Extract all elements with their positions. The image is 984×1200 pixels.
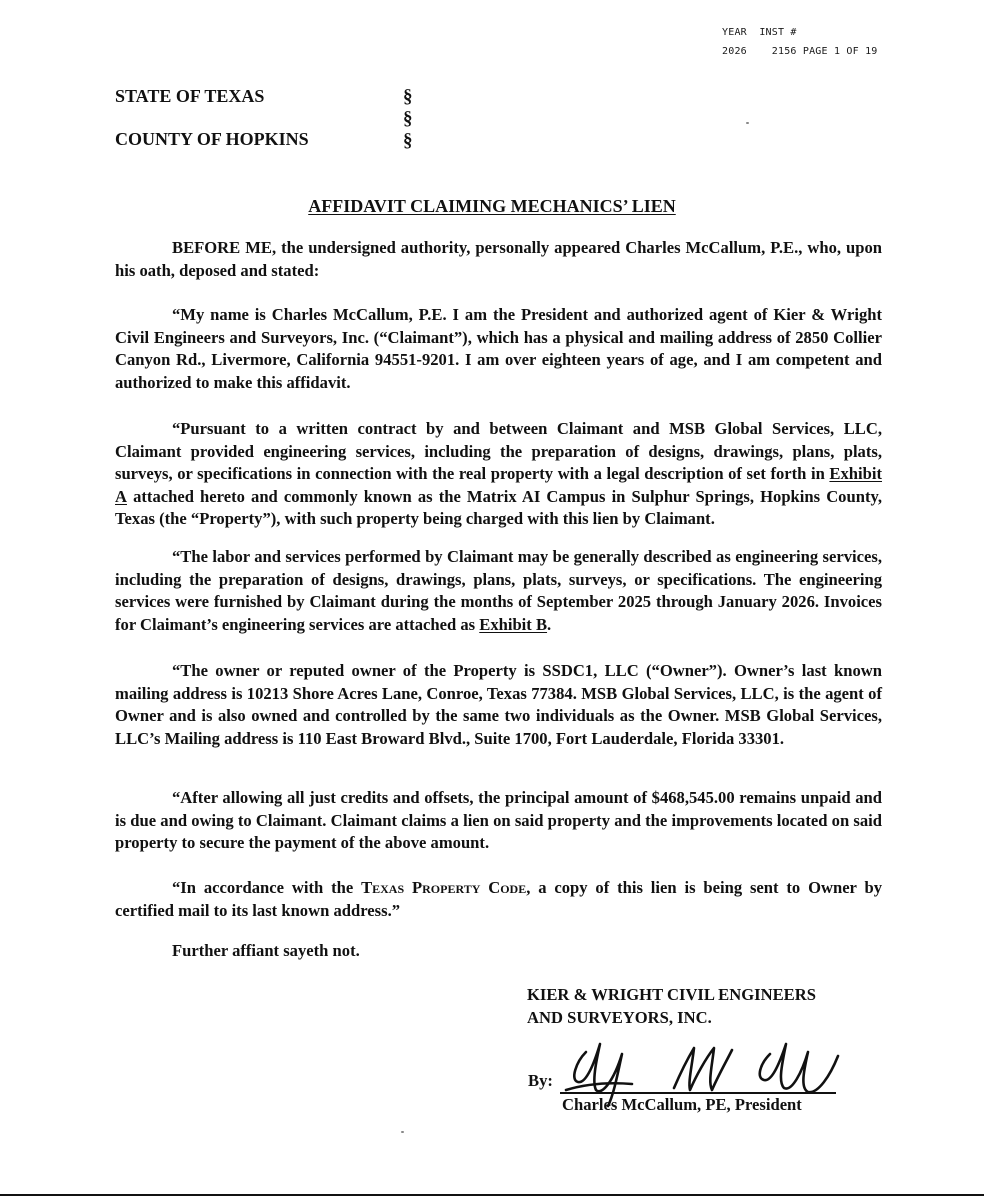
company-name-line1: KIER & WRIGHT CIVIL ENGINEERS — [527, 985, 816, 1004]
scan-speck — [401, 1131, 404, 1133]
paragraph-services-end: . — [547, 614, 552, 634]
paragraph-notice-text-a: “In accordance with the — [172, 878, 354, 897]
document-title: AFFIDAVIT CLAIMING MECHANICS’ LIEN — [308, 196, 676, 216]
paragraph-services — [115, 546, 882, 636]
section-symbol-1: § — [403, 86, 413, 107]
paragraph-services-text: “The labor and services performed by Claimant may be generally described as engineering services, including the preparation of designs, drawings, plans, plats, surveys, or specifications. The engineering services were furnished by Claimant during the months of September 2025 through January 2026. Invoices for Claimant’s engineering services are attached as — [115, 547, 882, 634]
paragraph-contract — [115, 418, 882, 531]
paragraph-identity: “My name is Charles McCallum, P.E. I am the President and authorized agent of Kier & Wright Civil Engineers and Surveyors, Inc. (“Claimant”), which has a physical and mailing address of 2850 Collier Canyon Rd., Livermore, California 94551-9201. I am over eighteen years of age, and I am competent and authorized to make this affidavit. — [115, 305, 882, 392]
paragraph-appearance: BEFORE ME, the undersigned authority, personally appeared Charles McCallum, P.E., who, upon his oath, deposed and stated: — [115, 238, 882, 280]
paragraph-contract-text-a: “Pursuant to a written contract by and between Claimant and MSB Global Services, LLC, Claimant provided engineering services, including the preparation of designs, drawings, plans, plats, surveys, or specifications in connection with the real property with a legal description of set forth in — [115, 419, 882, 483]
caption-state: STATE OF TEXAS — [115, 86, 265, 106]
recording-stamp-page-info: 2026 2156 PAGE 1 OF 19 — [722, 46, 878, 57]
by-label: By: — [528, 1071, 553, 1090]
signer-name: Charles McCallum, PE, President — [562, 1095, 802, 1114]
company-name — [527, 983, 816, 1029]
exhibit-a-reference: Exhibit A — [115, 464, 882, 506]
paragraph-amount: “After allowing all just credits and offsets, the principal amount of $468,545.00 remains unpaid and is due and owing to Claimant. Claimant claims a lien on said property and the improvements located on said property to secure the payment of the above amount. — [115, 788, 882, 852]
recording-stamp-header: YEAR INST # — [722, 27, 797, 38]
paragraph-owner: “The owner or reputed owner of the Property is SSDC1, LLC (“Owner”). Owner’s last known mailing address is 10213 Shore Acres Lane, Conroe, Texas 77384. MSB Global Services, LLC, is the agent of Owner and is also owned and controlled by the same two individuals as the Owner. MSB Global Services, LLC’s Mailing address is 110 East Broward Blvd., Suite 1700, Fort Lauderdale, Florida 33301. — [115, 661, 882, 748]
scan-speck — [746, 122, 749, 124]
caption-county: COUNTY OF HOPKINS — [115, 129, 309, 149]
paragraph-contract-text-b: attached hereto and commonly known as the Matrix AI Campus in Sulphur Springs, Hopkins County, Texas (the “Property”), with such property being charged with this lien by Claimant. — [115, 486, 882, 528]
paragraph-notice — [115, 877, 882, 922]
exhibit-b-reference: Exhibit B — [479, 614, 548, 634]
signature-line — [560, 1092, 836, 1094]
page-bottom-border — [0, 1194, 984, 1196]
company-name-line2: AND SURVEYORS, INC. — [527, 1008, 712, 1027]
closing-statement: Further affiant sayeth not. — [172, 941, 360, 960]
texas-property-code-reference: Texas Property Code — [361, 878, 527, 897]
section-symbol-3: § — [403, 130, 413, 151]
paragraph-notice-text-b: , a copy of this lien is being sent to Owner by certified mail to its last known address.” — [115, 878, 883, 920]
section-symbol-2: § — [403, 108, 413, 129]
